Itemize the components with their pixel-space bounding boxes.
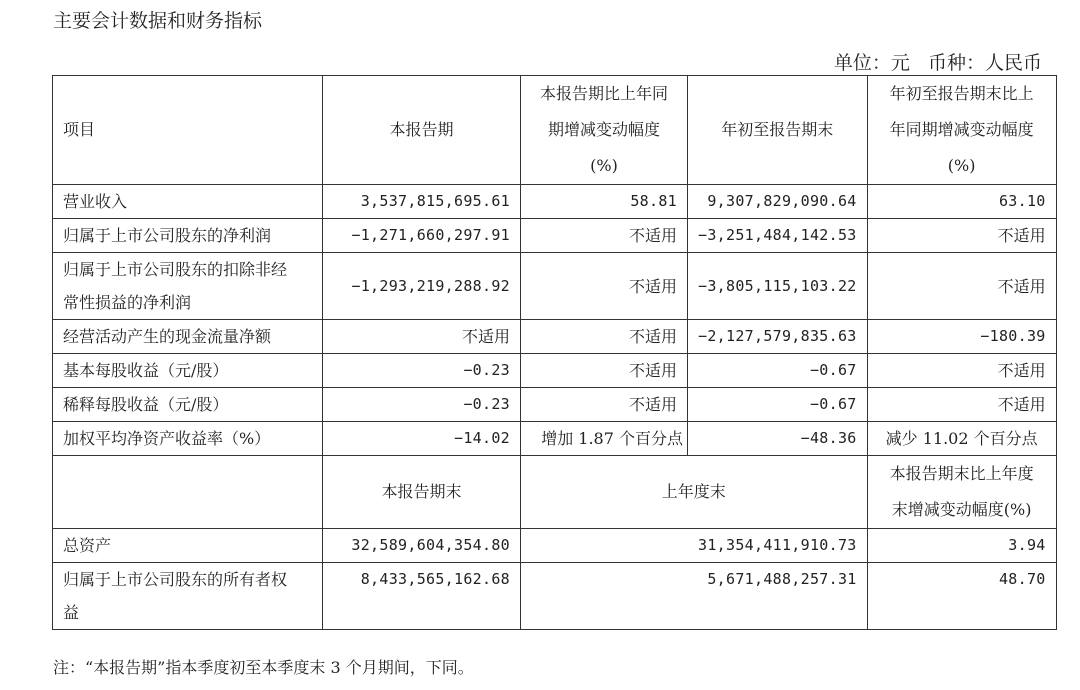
row-item bbox=[53, 253, 323, 320]
header-item: 项目 bbox=[53, 76, 323, 185]
header-current-period: 本报告期 bbox=[323, 76, 521, 185]
header-ytd: 年初至报告期末 bbox=[688, 76, 868, 185]
financial-data-table bbox=[52, 75, 1057, 630]
row-current: −14.02 bbox=[323, 422, 521, 456]
subheader-change-line1: 本报告期末比上年度 bbox=[889, 464, 1034, 483]
header-yoy-change-line1: 本报告期比上年同 bbox=[539, 84, 668, 103]
row-ytd-change: 不适用 bbox=[867, 253, 1056, 320]
row-item: 营业收入 bbox=[53, 185, 323, 219]
row-ytd: 9,307,829,090.64 bbox=[688, 185, 868, 219]
row-current: −0.23 bbox=[323, 388, 521, 422]
row-ytd: −48.36 bbox=[688, 422, 868, 456]
row-last-year-end: 5,671,488,257.31 bbox=[521, 563, 868, 630]
row-ytd: −0.67 bbox=[688, 388, 868, 422]
header-yoy-change-line3: (%) bbox=[590, 156, 618, 175]
table-row bbox=[53, 219, 1057, 253]
header-ytd-change bbox=[867, 76, 1056, 185]
row-ytd-change: 63.10 bbox=[867, 185, 1056, 219]
unit-currency-note: 单位：元 币种：人民币 bbox=[833, 52, 1042, 74]
row-ytd-change: 不适用 bbox=[867, 219, 1056, 253]
row-item: 基本每股收益（元/股） bbox=[53, 354, 323, 388]
row-item-line1: 归属于上市公司股东的所有者权 bbox=[63, 570, 288, 589]
row-ytd-change: 减少 11.02 个百分点 bbox=[867, 422, 1056, 456]
table-row bbox=[53, 422, 1057, 456]
table-row bbox=[53, 320, 1057, 354]
row-last-year-end: 31,354,411,910.73 bbox=[521, 529, 868, 563]
row-ytd-change: −180.39 bbox=[867, 320, 1056, 354]
header-ytd-change-line3: (%) bbox=[947, 156, 976, 175]
row-yoy: 不适用 bbox=[521, 354, 688, 388]
row-ytd: −2,127,579,835.63 bbox=[688, 320, 868, 354]
row-ytd: −0.67 bbox=[688, 354, 868, 388]
row-item-line2: 常性损益的净利润 bbox=[63, 293, 192, 312]
row-item: 稀释每股收益（元/股） bbox=[53, 388, 323, 422]
table-row bbox=[53, 388, 1057, 422]
row-yoy: 增加 1.87 个百分点 bbox=[521, 422, 688, 456]
row-yoy: 不适用 bbox=[521, 219, 688, 253]
row-item-line2: 益 bbox=[63, 603, 80, 622]
row-current: 3,537,815,695.61 bbox=[323, 185, 521, 219]
row-period-end: 8,433,565,162.68 bbox=[323, 563, 521, 630]
footnote: 注：“本报告期”指本季度初至本季度末 3 个月期间，下同。 bbox=[53, 658, 474, 677]
subheader-change bbox=[867, 456, 1056, 529]
table-row bbox=[53, 529, 1057, 563]
row-current: 不适用 bbox=[323, 320, 521, 354]
row-ytd: −3,251,484,142.53 bbox=[688, 219, 868, 253]
row-current: −0.23 bbox=[323, 354, 521, 388]
header-yoy-change-line2: 期增减变动幅度 bbox=[547, 120, 660, 139]
row-period-end: 32,589,604,354.80 bbox=[323, 529, 521, 563]
header-ytd-change-line1: 年初至报告期末比上 bbox=[889, 84, 1034, 103]
row-change: 48.70 bbox=[867, 563, 1056, 630]
subheader-empty bbox=[53, 456, 323, 529]
row-item: 总资产 bbox=[53, 529, 323, 563]
row-item: 归属于上市公司股东的净利润 bbox=[53, 219, 323, 253]
table-row bbox=[53, 354, 1057, 388]
table-row bbox=[53, 185, 1057, 219]
subheader-change-line2: 末增减变动幅度(%) bbox=[891, 500, 1032, 519]
row-yoy: 不适用 bbox=[521, 388, 688, 422]
row-item-line1: 归属于上市公司股东的扣除非经 bbox=[63, 260, 288, 279]
row-yoy: 不适用 bbox=[521, 320, 688, 354]
row-ytd-change: 不适用 bbox=[867, 354, 1056, 388]
header-ytd-change-line2: 年同期增减变动幅度 bbox=[889, 120, 1034, 139]
subheader-period-end: 本报告期末 bbox=[323, 456, 521, 529]
row-item: 经营活动产生的现金流量净额 bbox=[53, 320, 323, 354]
subheader-last-year-end: 上年度末 bbox=[521, 456, 868, 529]
table-header-row bbox=[53, 76, 1057, 185]
table-subheader-row bbox=[53, 456, 1057, 529]
row-yoy: 58.81 bbox=[521, 185, 688, 219]
row-ytd: −3,805,115,103.22 bbox=[688, 253, 868, 320]
page-title: 主要会计数据和财务指标 bbox=[53, 10, 263, 32]
row-current: −1,271,660,297.91 bbox=[323, 219, 521, 253]
row-yoy: 不适用 bbox=[521, 253, 688, 320]
row-change: 3.94 bbox=[867, 529, 1056, 563]
row-current: −1,293,219,288.92 bbox=[323, 253, 521, 320]
row-item: 加权平均净资产收益率（%） bbox=[53, 422, 323, 456]
header-yoy-change bbox=[521, 76, 688, 185]
row-ytd-change: 不适用 bbox=[867, 388, 1056, 422]
row-item bbox=[53, 563, 323, 630]
table-row bbox=[53, 253, 1057, 320]
table-row bbox=[53, 563, 1057, 630]
